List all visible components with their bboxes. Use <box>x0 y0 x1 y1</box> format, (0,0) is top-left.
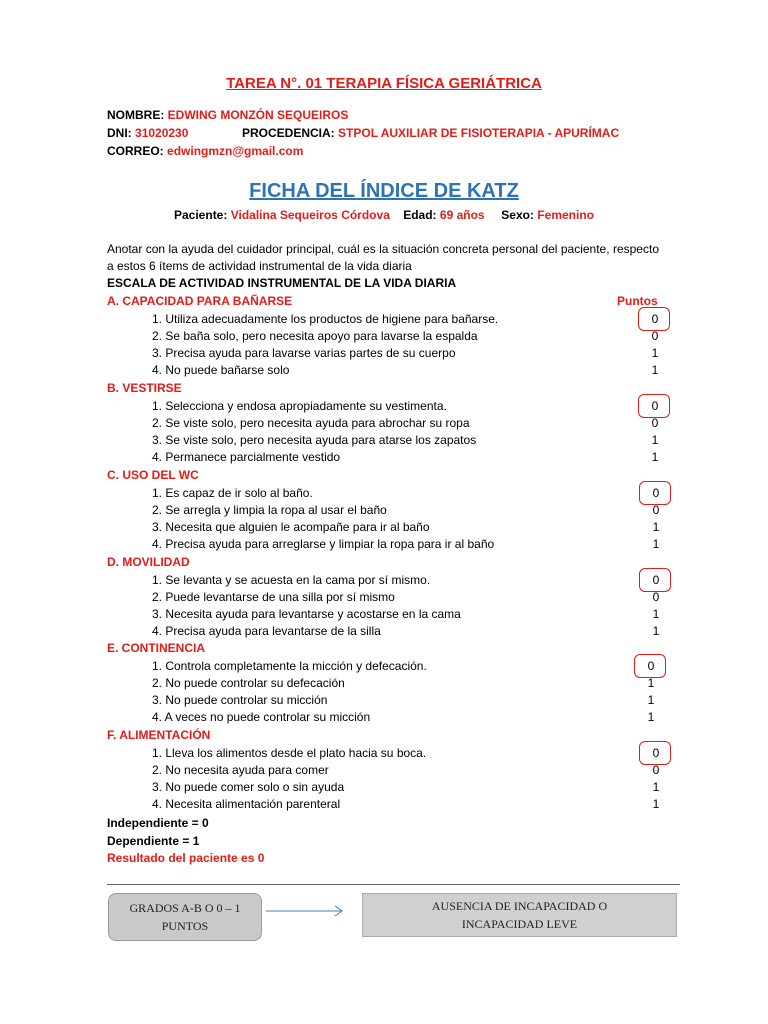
selected-score-circle <box>634 654 666 678</box>
result-line-2: INCAPACIDAD LEVE <box>461 917 578 931</box>
item-points: 0 <box>651 398 659 413</box>
item-text: 3. Precisa ayuda para lavarse varias partes de su cuerpo <box>152 346 456 361</box>
item-text: 2. Se viste solo, pero necesita ayuda para abrochar su ropa <box>152 415 470 430</box>
legend-independent: Independiente = 0 <box>107 816 209 830</box>
item-text: 1. Se levanta y se acuesta en la cama por sí mismo. <box>152 572 431 587</box>
item-points: 1 <box>647 710 655 725</box>
dni-label: DNI: <box>107 126 132 140</box>
section-title: F. ALIMENTACIÓN <box>107 728 211 742</box>
name-line <box>107 108 348 122</box>
item-points: 1 <box>652 520 660 535</box>
item-text: 4. No puede bañarse solo <box>152 363 290 378</box>
katz-title: FICHA DEL ÍNDICE DE KATZ <box>249 180 519 202</box>
item-points: 0 <box>652 762 660 777</box>
item-points: 0 <box>651 311 659 326</box>
name-label: NOMBRE: <box>107 108 165 122</box>
procedencia-label: PROCEDENCIA: <box>242 126 335 140</box>
selected-score-circle <box>639 481 671 505</box>
item-text: 1. Utiliza adecuadamente los productos de higiene para bañarse. <box>152 311 499 326</box>
arrow-right-icon <box>264 903 346 919</box>
sex-label: Sexo: <box>501 208 534 222</box>
age-label: Edad: <box>403 208 437 222</box>
item-points: 1 <box>652 537 660 552</box>
item-points: 0 <box>652 745 660 760</box>
section-title: E. CONTINENCIA <box>107 641 206 655</box>
item-points: 1 <box>652 607 660 622</box>
item-text: 3. No puede controlar su micción <box>152 693 328 708</box>
selected-score-circle <box>638 307 670 331</box>
item-text: 3. Necesita que alguien le acompañe para ir al baño <box>152 520 430 535</box>
section-title: B. VESTIRSE <box>107 381 182 395</box>
assignment-title: TAREA N°. 01 TERAPIA FÍSICA GERIÁTRICA <box>226 75 542 92</box>
item-points: 1 <box>647 675 655 690</box>
item-points: 1 <box>652 797 660 812</box>
name-value: EDWING MONZÓN SEQUEIROS <box>167 108 349 122</box>
divider <box>107 884 680 885</box>
item-points: 0 <box>652 485 660 500</box>
patient-name: Vidalina Sequeiros Córdova <box>230 208 390 222</box>
item-points: 1 <box>651 433 659 448</box>
item-points: 1 <box>651 450 659 465</box>
item-points: 0 <box>647 658 655 673</box>
result-box <box>362 893 677 937</box>
item-points: 0 <box>652 502 660 517</box>
grades-line-2: PUNTOS <box>161 919 209 933</box>
item-text: 2. Se arregla y limpia la ropa al usar el baño <box>152 502 387 517</box>
selected-score-circle <box>639 741 671 765</box>
section-title: A. CAPACIDAD PARA BAÑARSE <box>107 294 293 308</box>
section-title: C. USO DEL WC <box>107 468 199 482</box>
age-value: 69 años <box>439 208 485 222</box>
section-title: D. MOVILIDAD <box>107 555 190 569</box>
item-text: 3. No puede comer solo o sin ayuda <box>152 780 345 795</box>
selected-score-circle <box>639 568 671 592</box>
item-text: 2. No puede controlar su defecación <box>152 675 345 690</box>
item-points: 1 <box>652 780 660 795</box>
item-text: 3. Necesita ayuda para levantarse y acostarse en la cama <box>152 607 461 622</box>
item-text: 2. No necesita ayuda para comer <box>152 762 329 777</box>
result-line-1: AUSENCIA DE INCAPACIDAD O <box>431 899 608 913</box>
email-label: CORREO: <box>107 144 164 158</box>
item-text: 3. Se viste solo, pero necesita ayuda para atarse los zapatos <box>152 433 477 448</box>
grades-box <box>108 893 262 941</box>
item-points: 0 <box>652 589 660 604</box>
item-text: 4. Necesita alimentación parenteral <box>152 797 341 812</box>
item-text: 2. Se baña solo, pero necesita apoyo para lavarse la espalda <box>152 328 478 343</box>
dni-value: 31020230 <box>135 126 189 140</box>
item-text: 4. Precisa ayuda para levantarse de la silla <box>152 624 381 639</box>
item-text: 2. Puede levantarse de una silla por sí mismo <box>152 589 395 604</box>
procedencia-line <box>242 126 619 140</box>
item-text: 4. Permanece parcialmente vestido <box>152 450 341 465</box>
email-value: edwingmzn@gmail.com <box>167 144 304 158</box>
selected-score-circle <box>638 394 670 418</box>
patient-result: Resultado del paciente es 0 <box>107 851 265 865</box>
grades-line-1: GRADOS A-B O 0 – 1 <box>129 901 241 915</box>
legend-dependent: Dependiente = 1 <box>107 834 200 848</box>
sex-value: Femenino <box>537 208 594 222</box>
dni-line <box>107 126 188 140</box>
item-text: 1. Lleva los alimentos desde el plato hacia su boca. <box>152 745 427 760</box>
patient-label: Paciente: <box>174 208 228 222</box>
item-text: 1. Selecciona y endosa apropiadamente su vestimenta. <box>152 398 447 413</box>
item-points: 0 <box>652 572 660 587</box>
patient-line <box>0 208 768 222</box>
item-text: 4. Precisa ayuda para arreglarse y limpiar la ropa para ir al baño <box>152 537 495 552</box>
item-points: 1 <box>652 624 660 639</box>
procedencia-value: STPOL AUXILIAR DE FISIOTERAPIA - APURÍMAC <box>338 126 620 140</box>
item-points: 0 <box>651 328 659 343</box>
points-header: Puntos <box>617 294 658 308</box>
item-text: 1. Controla completamente la micción y defecación. <box>152 658 427 673</box>
item-text: 4. A veces no puede controlar su micción <box>152 710 371 725</box>
item-points: 0 <box>651 415 659 430</box>
item-points: 1 <box>651 363 659 378</box>
item-points: 1 <box>651 346 659 361</box>
scale-heading: ESCALA DE ACTIVIDAD INSTRUMENTAL DE LA VIDA DIARIA <box>107 276 457 290</box>
email-line <box>107 144 303 158</box>
item-points: 1 <box>647 693 655 708</box>
intro-paragraph: Anotar con la ayuda del cuidador principal, cuál es la situación concreta personal del paciente, respecto a estos 6 ítems de actividad instrumental de la vida diaria <box>107 242 659 273</box>
item-text: 1. Es capaz de ir solo al baño. <box>152 485 313 500</box>
